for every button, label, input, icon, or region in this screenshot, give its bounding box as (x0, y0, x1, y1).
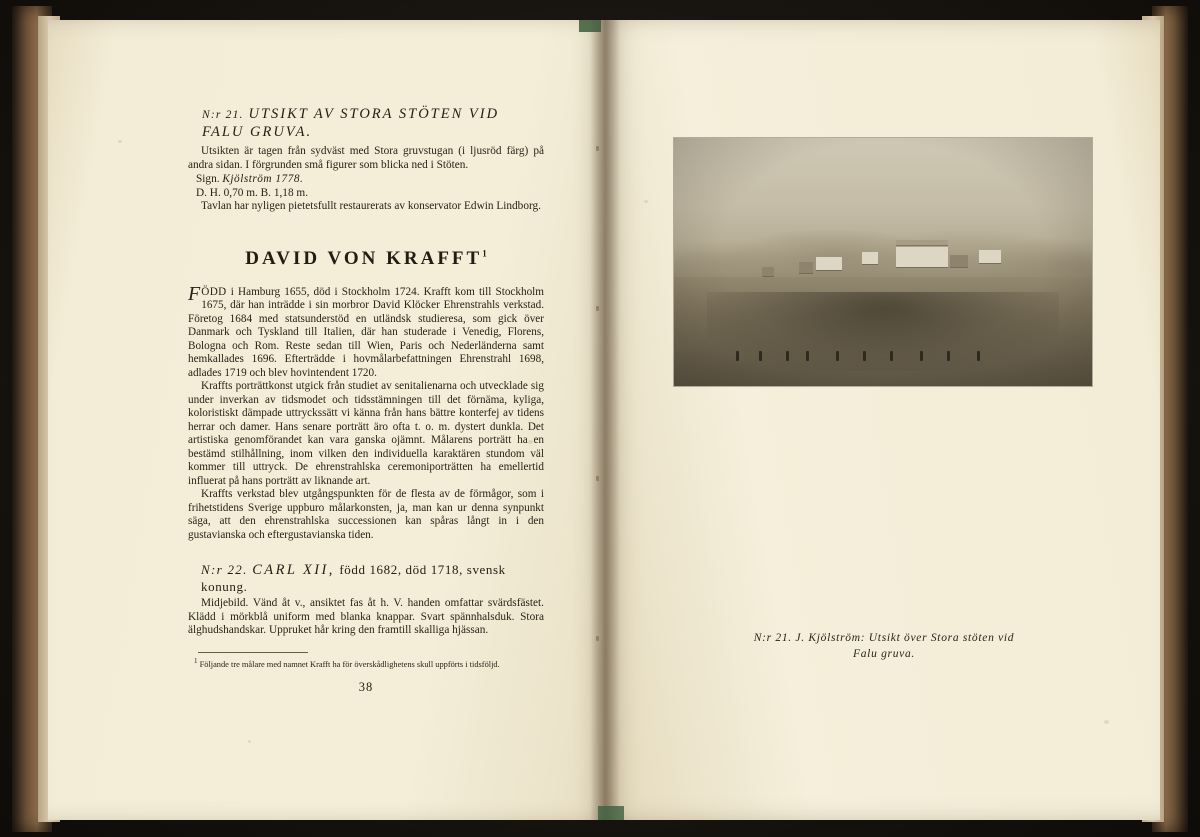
entry-21-note: Tavlan har nyligen pietetsfullt restaurerats av konservator Edwin Lindborg. (201, 200, 542, 213)
left-text-column (188, 106, 544, 695)
plate-illustration (674, 138, 1092, 386)
paper-speck (1104, 720, 1109, 724)
biography-paragraph-1: FÖDD i Hamburg 1655, död i Stockholm 1724. Krafft kom till Stockholm 1675, där han inträdde i sin morbror David Klöcker Ehrenstrahls verkstad. Företog 1684 med statsunderstöd en utländsk studieresa, som gick över Danmark och Tyskland till Italien, där han studerade i Venedig, Florens, Bologna och Rom. Reste sedan till Wien, Paris och Nederländerna samt hemkallades 1696. Efterträdde i hovmålarbefattningen Ehrenstrahl 1698, adlades 1719 och blev hovintendent 1720. (188, 282, 544, 379)
entry-21-description: Utsikten är tagen från sydväst med Stora gruvstugan (i ljusröd färg) på andra sidan. I förgrunden små figurer som blicka ned i Stöten. (188, 145, 544, 171)
entry-22-title: CARL XII, (252, 562, 335, 579)
artist-footnote-marker: 1 (482, 248, 487, 259)
binding-stitch (596, 636, 599, 641)
entry-21-signature-label: Sign. (196, 173, 220, 186)
binding-tape-top (579, 20, 601, 32)
artist-heading (188, 248, 544, 270)
plate-vignette (674, 138, 1092, 386)
page-footnote (188, 652, 544, 670)
page-left (48, 20, 604, 820)
entry-22-description: Midjebild. Vänd åt v., ansiktet fas åt h. V. handen omfattar svärdsfästet. Klädd i mörkblå uniform med blanka knappar. Svart spännhalsduk. Stora älghudshandskar. Uppruket hår kring den framtill skalliga hjässan. (188, 597, 544, 637)
plate-caption-line-1: N:r 21. J. Kjölström: Utsikt över Stora stöten vid (753, 632, 1015, 644)
binding-stitch (596, 146, 599, 151)
entry-21-signature (188, 172, 544, 186)
paper-speck (118, 140, 122, 143)
entry-21-heading (188, 106, 544, 141)
entry-22-number: N:r 22. (201, 562, 248, 578)
entry-22-heading (188, 562, 544, 595)
paper-speck (248, 740, 251, 743)
footnote-text: Följande tre målare med namnet Krafft ha för överskådlighetens skull uppförts i tidsföljd. (199, 659, 500, 669)
page-number: 38 (358, 679, 374, 694)
page-right (604, 20, 1160, 820)
plate-caption-line-2: Falu gruva. (853, 648, 915, 660)
entry-21-dimensions: D. H. 0,70 m. B. 1,18 m. (196, 187, 309, 200)
catalog-entry-22 (188, 562, 544, 638)
open-book (12, 6, 1188, 832)
biography-paragraph-2: Kraffts porträttkonst utgick från studiet av senitalienarna och utvecklade sig under inverkan av tidsmodet och tidsstämningen till det förnäma, kyliga, koloristiskt dämpade uttryckssätt vi känna från hans bättre konterfej av tidens herrar och damer. Hans senare porträtt äro ofta t. o. m. dystert dunkla. Det artistiska genomförandet kan vara ganska ojämnt. Målarens porträtt ha en bestämd stilhållning, inom vilken den individuella karaktären stundom väl kommer till uttryck. De ehrenstrahlska ceremoniporträtten ha emellertid influerat på hans porträtt av liknande art. (188, 380, 544, 487)
paper-speck (644, 200, 648, 203)
catalog-entry-21 (188, 106, 544, 214)
entry-22-subtitle: född 1682, död 1718, svensk konung. (201, 562, 506, 595)
binding-stitch (596, 306, 599, 311)
artist-name-text: DAVID VON KRAFFT (245, 247, 483, 269)
binding-stitch (596, 476, 599, 481)
footnote-rule (198, 652, 308, 653)
binding-tape-bottom (598, 806, 624, 820)
footnote-marker: 1 (194, 657, 198, 666)
entry-21-number: N:r 21. (202, 109, 244, 121)
entry-21-signature-value: Kjölström 1778. (222, 173, 304, 186)
plate-caption (684, 630, 1084, 662)
entry-21-title: UTSIKT AV STORA STÖTEN VID FALU GRUVA. (202, 106, 500, 140)
biography-paragraph-3: Kraffts verkstad blev utgångspunkten för de flesta av de förmågor, som i frihetstidens Sverige uppburo målarkonsten, ja, man kan ur denna synpunkt säga, att den ehrenstrahlska successionen kan spåras långt in i den gustavianska och eftergustavianska tiden. (188, 488, 544, 541)
